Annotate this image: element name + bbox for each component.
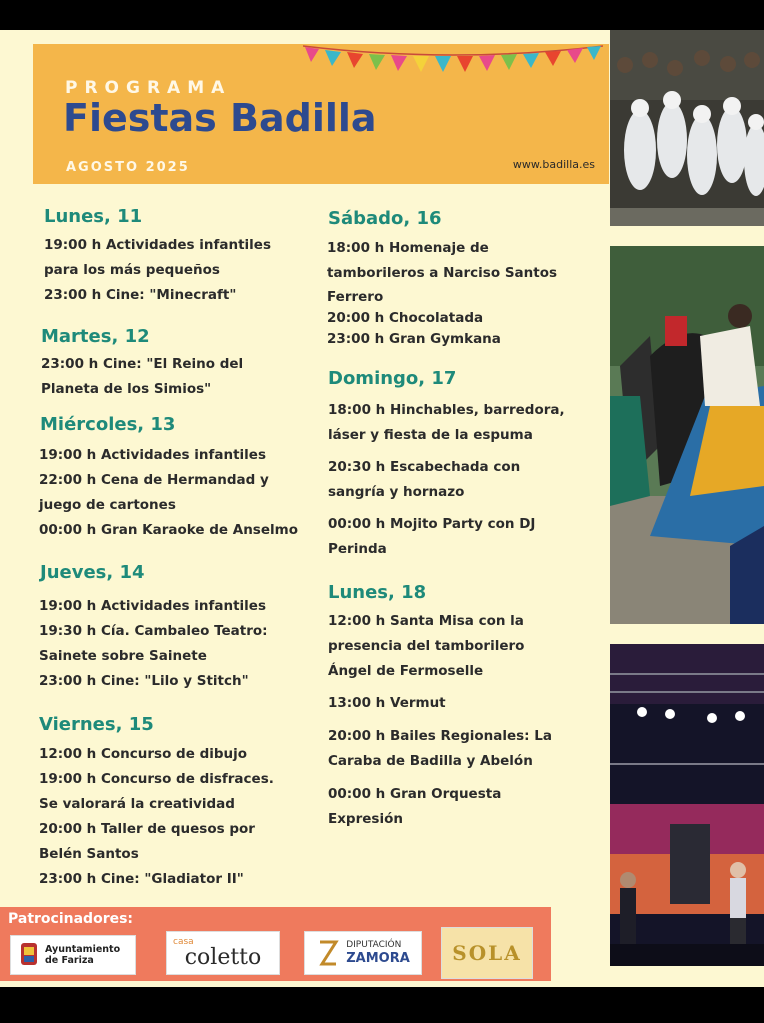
event-line: 00:00 h Gran Karaoke de Anselmo	[39, 522, 298, 538]
event-line: Ferrero	[327, 289, 384, 305]
photo-concert-stage	[610, 644, 764, 966]
poster	[0, 30, 764, 987]
day-heading: Lunes, 11	[44, 206, 143, 227]
sponsor-logo-ayuntamiento[interactable]	[10, 935, 136, 975]
event-line: para los más pequeños	[44, 262, 220, 278]
day-heading: Martes, 12	[41, 326, 150, 347]
event-line: Se valorará la creatividad	[39, 796, 235, 812]
sponsor-logo-text: DIPUTACIÓN	[346, 940, 402, 950]
event-line: presencia del tamborilero	[328, 638, 525, 654]
event-line: 23:00 h Cine: "Gladiator II"	[39, 871, 244, 887]
event-line: juego de cartones	[39, 497, 176, 513]
day-events	[39, 443, 299, 543]
sponsor-logo-text: SOLA	[452, 941, 522, 965]
header-banner	[33, 44, 609, 184]
event-line: Caraba de Badilla y Abelón	[328, 753, 533, 769]
day-heading: Lunes, 18	[328, 582, 427, 603]
sponsor-logo-text: Ayuntamiento de Fariza	[45, 944, 121, 966]
day-events	[328, 609, 603, 832]
event-line: 23:00 h Cine: "El Reino del	[41, 356, 244, 372]
sponsor-logo-diputacion[interactable]	[304, 931, 422, 975]
event-line: 19:00 h Actividades infantiles	[39, 447, 267, 463]
day-events	[41, 352, 301, 402]
event-line: 20:00 h Bailes Regionales: La	[328, 728, 552, 744]
programa-label: PROGRAMA	[65, 78, 232, 98]
sponsor-logo-prefix: casa	[173, 936, 194, 947]
event-line: 19:00 h Concurso de disfraces.	[39, 771, 274, 787]
bunting-decoration	[303, 42, 603, 76]
day-heading: Domingo, 17	[328, 368, 457, 389]
event-line: 19:30 h Cía. Cambaleo Teatro:	[39, 623, 268, 639]
sponsor-logo-text: coletto	[184, 944, 262, 970]
event-line: tamborileros a Narciso Santos	[327, 265, 558, 281]
event-line: Sainete sobre Sainete	[39, 648, 207, 664]
event-line: 12:00 h Santa Misa con la	[328, 613, 524, 629]
diputacion-emblem-icon	[316, 938, 340, 968]
event-line: 18:00 h Hinchables, barredora,	[328, 402, 565, 418]
sponsors-title: Patrocinadores:	[8, 911, 134, 927]
day-events	[327, 236, 602, 350]
event-line: Ángel de Fermoselle	[328, 663, 484, 679]
event-line: 12:00 h Concurso de dibujo	[39, 746, 248, 762]
event-line: 20:00 h Taller de quesos por	[39, 821, 255, 837]
day-heading: Jueves, 14	[40, 562, 145, 583]
event-line: 18:00 h Homenaje de	[327, 240, 489, 256]
event-line: 23:00 h Gran Gymkana	[327, 331, 501, 347]
event-line: Perinda	[328, 541, 387, 557]
day-heading: Viernes, 15	[39, 714, 154, 735]
event-line: sangría y hornazo	[328, 484, 465, 500]
event-line: 19:00 h Actividades infantiles	[39, 598, 267, 614]
day-heading: Miércoles, 13	[40, 414, 176, 435]
event-line: 23:00 h Cine: "Minecraft"	[44, 287, 237, 303]
event-line: 23:00 h Cine: "Lilo y Stitch"	[39, 673, 249, 689]
day-heading: Sábado, 16	[328, 208, 442, 229]
event-line: Expresión	[328, 811, 403, 827]
photo-foam-party	[610, 30, 764, 226]
event-line: láser y fiesta de la espuma	[328, 427, 533, 443]
sponsor-logo-subtext: ZAMORA	[346, 951, 410, 966]
sponsors-bar	[0, 907, 551, 981]
event-line: Planeta de los Simios"	[41, 381, 212, 397]
website-link[interactable]: www.badilla.es	[512, 158, 595, 171]
page-title: Fiestas Badilla	[63, 96, 377, 140]
day-events	[39, 594, 299, 694]
event-line: 19:00 h Actividades infantiles	[44, 237, 272, 253]
day-events	[328, 398, 603, 562]
event-line: 20:00 h Chocolatada	[327, 310, 484, 326]
sponsor-logo-sola[interactable]	[441, 927, 533, 979]
event-line: 00:00 h Mojito Party con DJ	[328, 516, 536, 532]
event-line: 13:00 h Vermut	[328, 695, 446, 711]
coat-of-arms-icon	[19, 941, 39, 969]
sponsor-logo-casa-coletto[interactable]	[166, 931, 280, 975]
event-line: Belén Santos	[39, 846, 139, 862]
event-line: 22:00 h Cena de Hermandad y	[39, 472, 269, 488]
event-line: 00:00 h Gran Orquesta	[328, 786, 502, 802]
day-events	[44, 233, 304, 308]
photo-folk-dancers	[610, 246, 764, 624]
event-line: 20:30 h Escabechada con	[328, 459, 521, 475]
day-events	[39, 742, 299, 892]
event-date: AGOSTO 2025	[66, 160, 190, 175]
